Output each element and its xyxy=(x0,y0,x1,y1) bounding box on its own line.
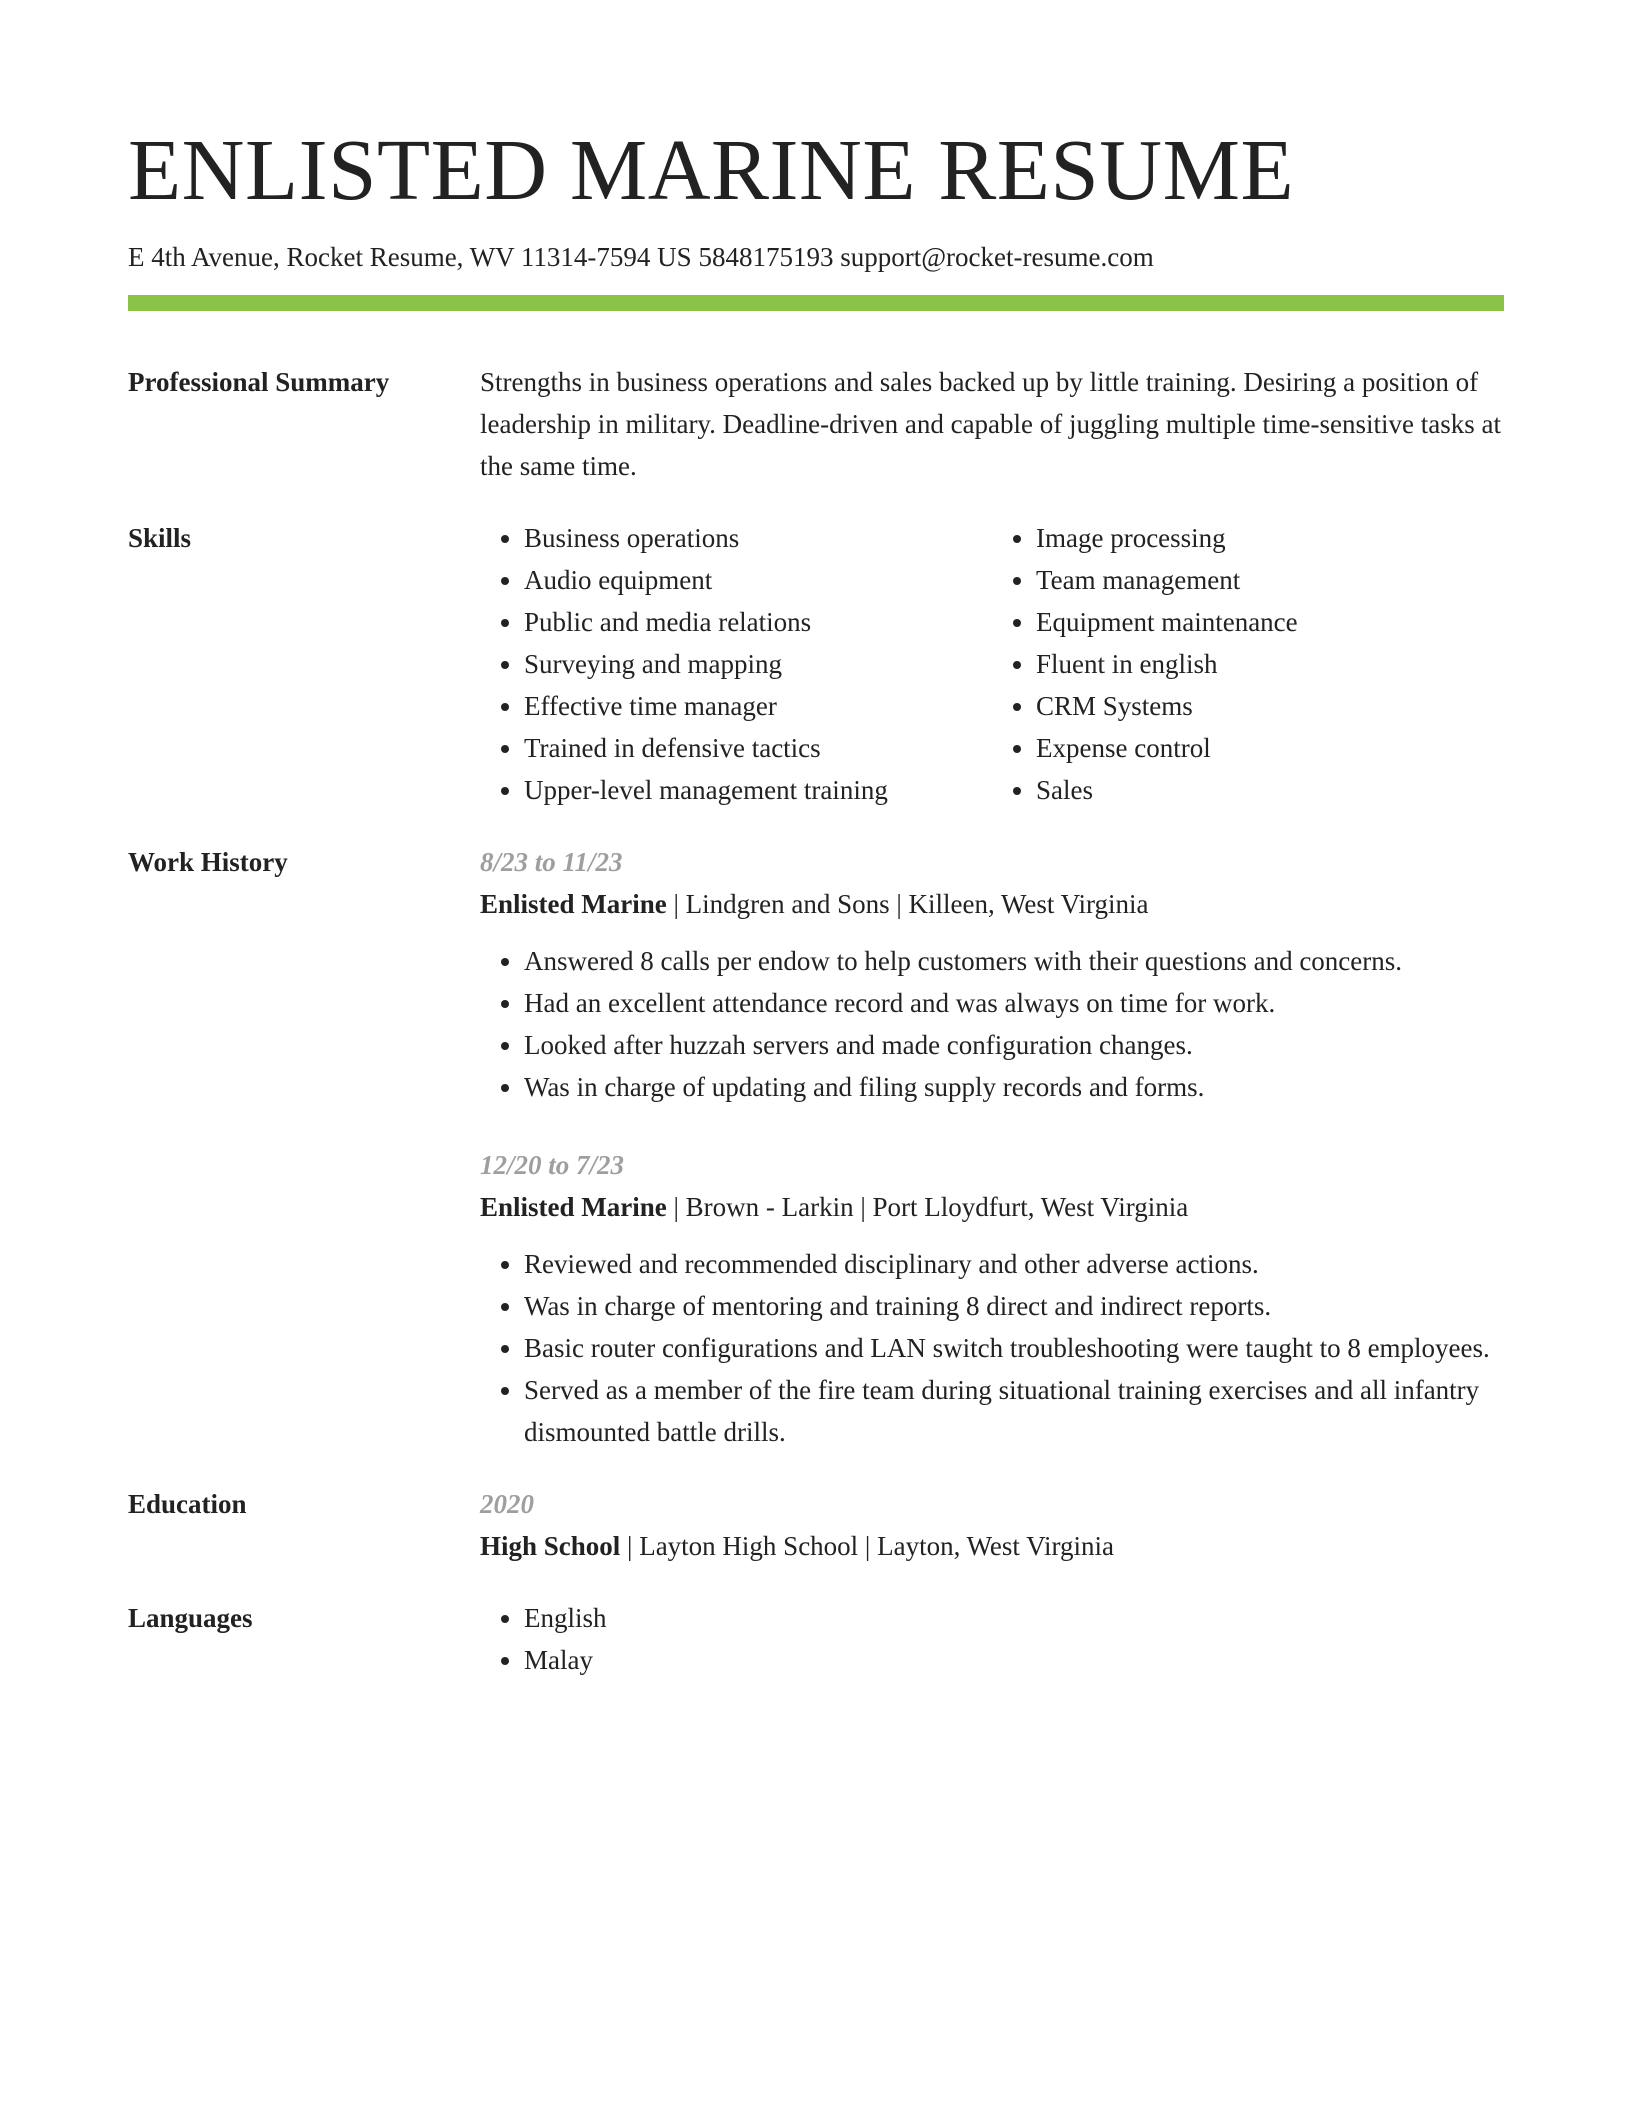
list-item: • Equipment maintenance xyxy=(1036,601,1504,643)
skills-list-left xyxy=(480,517,992,811)
list-item: • Sales xyxy=(1036,769,1504,811)
job-bullets xyxy=(480,1243,1504,1453)
list-item: • Was in charge of updating and filing supply records and forms. xyxy=(524,1066,1504,1108)
job-header xyxy=(480,1186,1504,1228)
job-dates: 8/23 to 11/23 xyxy=(480,847,623,877)
accent-divider xyxy=(128,295,1504,311)
languages-section xyxy=(128,1597,1504,1681)
section-label-work: Work History xyxy=(128,847,288,877)
education-year: 2020 xyxy=(480,1489,534,1519)
job-entry xyxy=(480,1144,1504,1453)
list-item: • Had an excellent attendance record and was always on time for work. xyxy=(524,982,1504,1024)
education-school: | Layton High School | Layton, West Virginia xyxy=(620,1531,1115,1561)
summary-section xyxy=(128,361,1504,487)
skills-list-right xyxy=(992,517,1504,811)
list-item: • Answered 8 calls per endow to help customers with their questions and concerns. xyxy=(524,940,1504,982)
list-item: • Was in charge of mentoring and training 8 direct and indirect reports. xyxy=(524,1285,1504,1327)
section-label-languages: Languages xyxy=(128,1603,253,1633)
resume-title: ENLISTED MARINE RESUME xyxy=(128,121,1295,218)
list-item: • CRM Systems xyxy=(1036,685,1504,727)
list-item: • Team management xyxy=(1036,559,1504,601)
job-entry xyxy=(480,841,1504,1108)
summary-text: Strengths in business operations and sales backed up by little training. Desiring a position of leadership in military. Deadline-driven and capable of juggling multiple time-sensitive tasks at the same time. xyxy=(480,367,1501,481)
list-item: • Basic router configurations and LAN switch troubleshooting were taught to 8 employees. xyxy=(524,1327,1504,1369)
list-item: • English xyxy=(524,1597,1504,1639)
list-item: • Reviewed and recommended disciplinary and other adverse actions. xyxy=(524,1243,1504,1285)
list-item: • Audio equipment xyxy=(524,559,992,601)
job-header xyxy=(480,883,1504,925)
list-item: • Surveying and mapping xyxy=(524,643,992,685)
list-item: • Upper-level management training xyxy=(524,769,992,811)
contact-line: E 4th Avenue, Rocket Resume, WV 11314-7594 US 5848175193 support@rocket-resume.com xyxy=(128,242,1154,272)
education-section xyxy=(128,1483,1504,1567)
work-section xyxy=(128,841,1504,1453)
list-item: • Looked after huzzah servers and made configuration changes. xyxy=(524,1024,1504,1066)
section-label-education: Education xyxy=(128,1489,247,1519)
job-employer: | Lindgren and Sons | Killeen, West Virginia xyxy=(666,889,1149,919)
list-item: • Business operations xyxy=(524,517,992,559)
list-item: • Fluent in english xyxy=(1036,643,1504,685)
list-item: • Public and media relations xyxy=(524,601,992,643)
list-item: • Malay xyxy=(524,1639,1504,1681)
education-degree: High School xyxy=(480,1531,621,1561)
list-item: • Expense control xyxy=(1036,727,1504,769)
list-item: • Effective time manager xyxy=(524,685,992,727)
job-title: Enlisted Marine xyxy=(480,1192,667,1222)
education-header xyxy=(480,1525,1504,1567)
skills-section xyxy=(128,517,1504,811)
job-title: Enlisted Marine xyxy=(480,889,667,919)
job-employer: | Brown - Larkin | Port Lloydfurt, West Virginia xyxy=(666,1192,1189,1222)
list-item: • Served as a member of the fire team during situational training exercises and all infantry dismounted battle drills. xyxy=(524,1369,1504,1453)
section-label-skills: Skills xyxy=(128,523,192,553)
languages-list xyxy=(480,1597,1504,1681)
list-item: • Image processing xyxy=(1036,517,1504,559)
job-bullets xyxy=(480,940,1504,1108)
job-dates: 12/20 to 7/23 xyxy=(480,1150,625,1180)
list-item: • Trained in defensive tactics xyxy=(524,727,992,769)
section-label-summary: Professional Summary xyxy=(128,367,390,397)
